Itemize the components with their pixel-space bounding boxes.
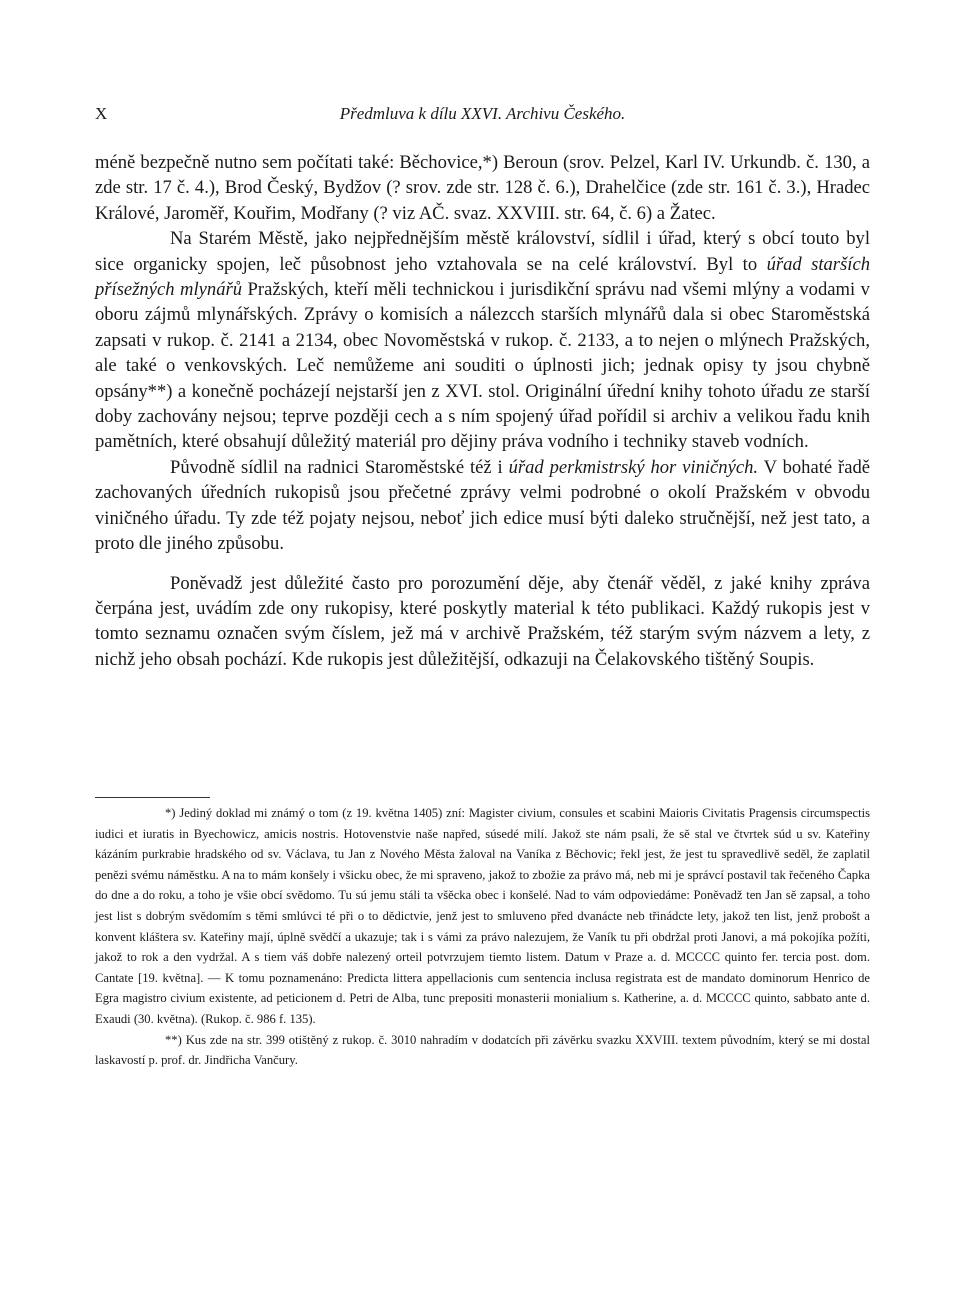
page-number: X [95,104,108,123]
paragraph-4: Poněvadž jest důležité často pro porozumění děje, aby čtenář věděl, z jaké knihy zpráva čerpána jest, uvádím zde ony rukopisy, které poskytly material k této publikaci. Každý rukopis jest v tomto seznamu označen svým číslem, jež má v archivě Pražském, též starým svým názvem a lety, z nichž jeho obsah pochází. Kde rukopis jest důležitější, odkazuji na Čelakovského tištěný Soupis. [95,572,870,670]
paragraph-2-text-b: Pražských, kteří měli technickou i jurisdikční správu nad všemi mlýny a vodami v oboru zájmů mlynářských. Zprávy o komisích a nálezcch starších mlynářů dala si obec Staroměstská zapsati v rukop. č. 2141 a 2134, obec Novoměstská v rukop. č. 2133, a to nejen o mlýnech Pražských, ale také o venkovských. Leč nemůžeme ani souditi o úplnosti jich; jednak opisy ty jsou chybně opsány**) a konečně pocházejí nejstarší jen z XVI. stol. Originální úřední knihy tohoto úřadu ze starší doby zachovány nejsou; teprve později cech a s ním spojený úřad pořídil si archiv a velikou řadu knih pamětních, které obsahují důležitý materiál pro dějiny práva vodního i techniky staveb vodních. [95,279,870,453]
footnote-1: *) Jediný doklad mi známý o tom (z 19. května 1405) zní: Magister civium, consules et scabini Maioris Civitatis Pragensis circumspectis iudici et iuratis in Byechowicz, amicis nostris. Hotovenstvie naše napřed, súsedé milí. Jakož ste nám psali, že sě stal ve čtvrtek súd u sv. Kateřiny kázáním purkrabie hradského od sv. Václava, tu Jan z Nového Města žaloval na Vaníka z Běchovic; řekl jest, že jest tu spravedlivě seděl, že zaplatil penězi svému náměstku. A na to mám konšely i všicku obec, že mi spraveno, jakož to zbožie za právo má, neb mi je správcí postavil tak řečeného Čapka do dne a do roku, a toho je všie obcí svědomo. Tu sú jemu stáli ta všěcka obec i konšelé. Nad to vám odpoviedáme: Poněvadž ten Jan sě zapsal, a toho jest list s dobrým svědomím s těmi smlúvci té při o to dědictvie, jenž jest to smluveno před dvanácte neb třinádcte lety, jakož ten list, jenž probošt a konvent kláštera sv. Kateřiny mají, úplně svědčí a ukazuje; tak i s vámi za právo nalezujem, že Vaník tu při obdržal proti Janovi, a má pokojíka požíti, jakož to rok a den vydržal. A s tiem váš dobře nalezený orteil potvrzujem tiemto listem. Datum v Praze a. d. MCCCC quinto fer. tercia post. dom. Cantate [19. května]. — K tomu poznamenáno: Predicta littera appellacionis cum sentencia inclusa registrata est de mandato dominorum Henrico de Egra magistro civium existente, ad peticionem d. Petri de Alba, tunc prepositi monasterii monialium s. Katherine, a. d. MCCCC quinto, sabbato ante d. Exaudi (30. května). (Rukop. č. 986 f. 135). [95,806,870,1026]
paragraph-2-emphasis: úřad starších přísežných mlynářů [95,253,870,301]
running-header [95,104,870,130]
paragraph-1: méně bezpečně nutno sem počítati také: Běchovice,*) Beroun (srov. Pelzel, Karl IV. Urkundb. č. 130, a zde str. 17 č. 4.), Brod Český, Bydžov (? srov. zde str. 128 č. 6.), Drahelčice (zde str. 161 č. 3.), Hradec Králové, Jaroměř, Kouřim, Modřany (? viz AČ. svaz. XXVIII. str. 64, č. 6) a Žatec. [95,152,870,224]
paragraph-2 [95,226,870,455]
paragraph-3-emphasis: úřad perkmistrský hor viničných. [508,456,759,478]
paragraph-3-text-b: V bohaté řadě zachovaných úředních rukopisů jsou přečetné zprávy velmi podrobné o okolí Pražském v obvodu viničného úřadu. Ty zde též pojaty nejsou, neboť jich edice musí býti daleko stručnější, než jest tato, a proto dle jiného způsobu. [95,456,871,555]
paragraph-3-text-a: Původně sídlil na radnici Staroměstské též i [170,456,509,478]
footnotes [95,803,870,1071]
paragraph-3 [95,455,870,557]
footnote-separator [95,797,210,798]
footnote-2: **) Kus zde na str. 399 otištěný z rukop. č. 3010 nahradím v dodatcích při závěrku svazku XXVIII. textem původním, který se mi dostal laskavostí p. prof. dr. Jindřicha Vančury. [95,1032,870,1068]
paragraph-2-text-a: Na Starém Městě, jako nejpřednějším městě království, sídlil i úřad, který s obcí touto byl sice organicky spojen, leč působnost jeho vztahovala se na celé království. Byl to [95,228,870,275]
main-text [95,150,870,672]
running-title: Předmluva k dílu XXVI. Archivu Českého. [339,104,626,123]
